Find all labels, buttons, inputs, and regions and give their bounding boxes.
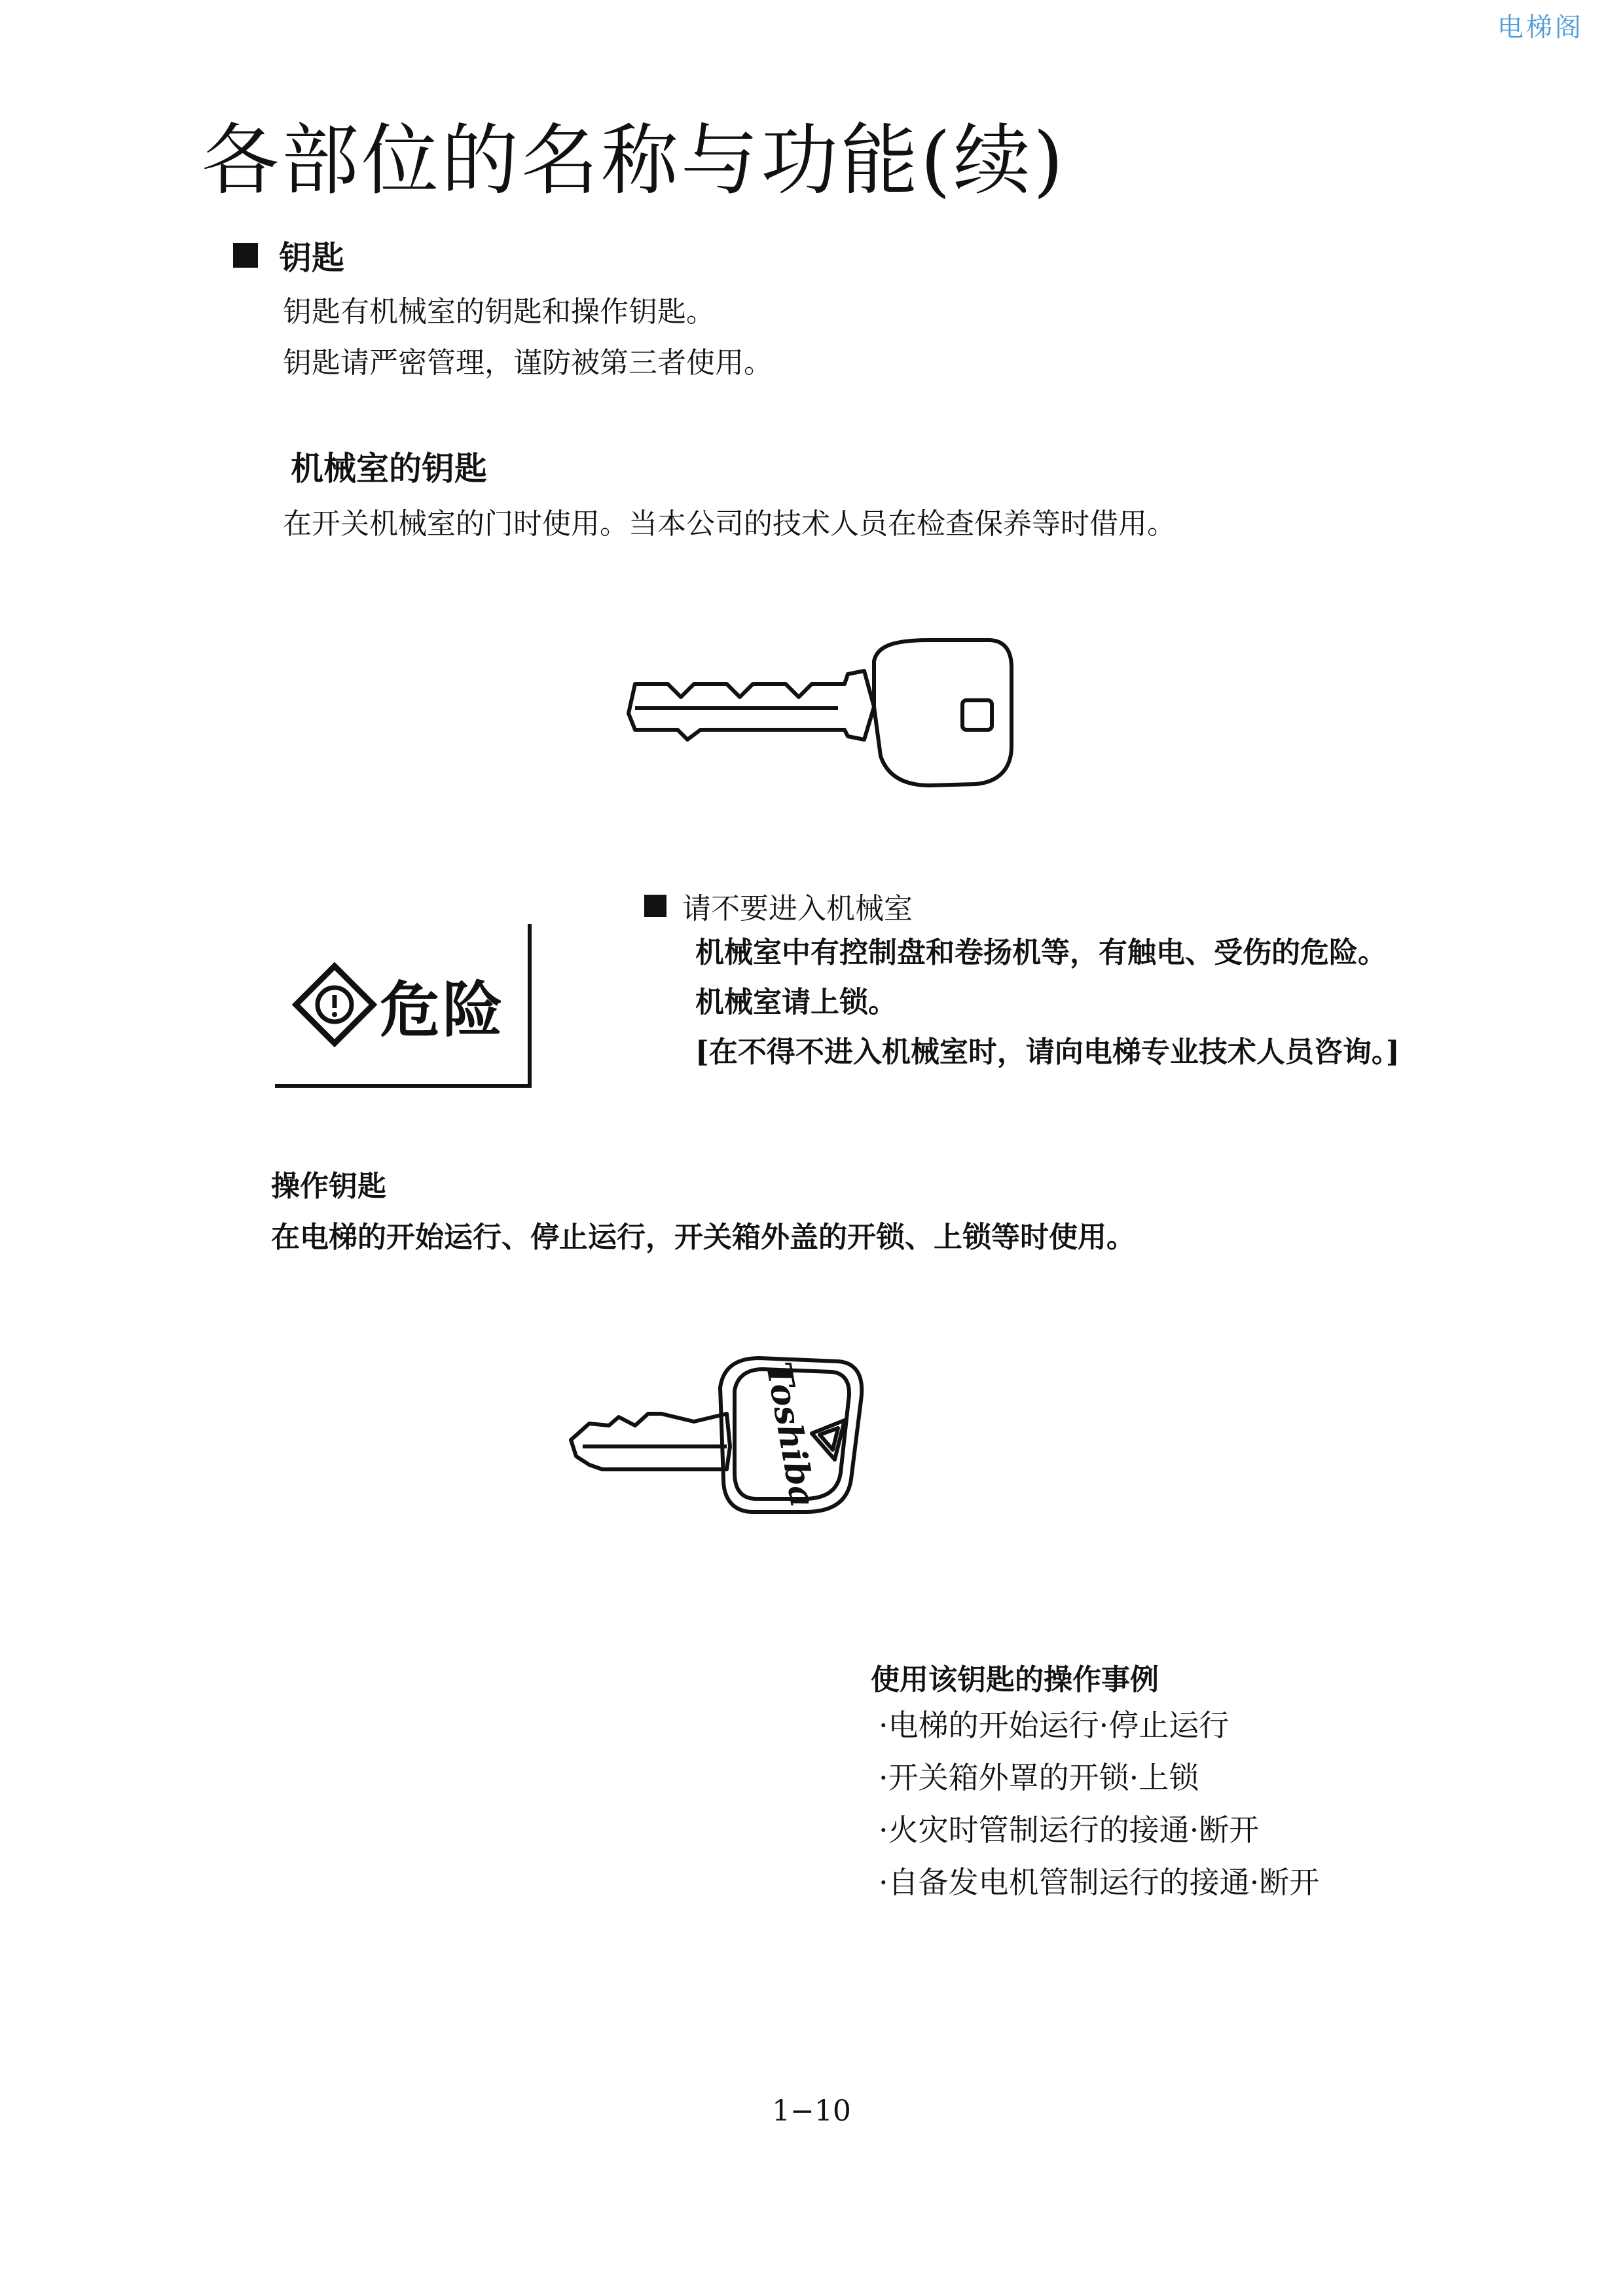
examples-item: ·火灾时管制运行的接通·断开 bbox=[879, 1812, 1260, 1848]
danger-text bbox=[695, 928, 1400, 1077]
key-section-line: 钥匙请严密管理，谨防被第三者使用。 bbox=[283, 346, 773, 380]
danger-heading-text: 请不要进入机械室 bbox=[682, 892, 913, 925]
square-bullet-icon bbox=[644, 895, 666, 917]
square-bullet-icon bbox=[233, 243, 258, 268]
watermark: 电梯阁 bbox=[1497, 12, 1584, 43]
key-section-heading bbox=[233, 232, 344, 279]
danger-divider-vertical bbox=[528, 924, 532, 1088]
operation-key-brand: Toshiba bbox=[757, 1359, 823, 1511]
danger-line: 机械室中有控制盘和卷扬机等，有触电、受伤的危险。 bbox=[695, 936, 1387, 969]
operation-key-icon bbox=[563, 1348, 871, 1525]
machine-room-key-icon bbox=[622, 635, 1015, 792]
examples-title: 使用该钥匙的操作事例 bbox=[871, 1663, 1159, 1696]
danger-line: [在不得不进入机械室时，请向电梯专业技术人员咨询。] bbox=[695, 1035, 1400, 1069]
operation-key-heading: 操作钥匙 bbox=[271, 1170, 386, 1203]
operation-key-text: 在电梯的开始运行、停止运行，开关箱外盖的开锁、上锁等时使用。 bbox=[271, 1221, 1135, 1254]
key-section-heading-text: 钥匙 bbox=[279, 238, 344, 277]
danger-line: 机械室请上锁。 bbox=[695, 986, 897, 1019]
key-section-line: 钥匙有机械室的钥匙和操作钥匙。 bbox=[283, 295, 715, 329]
danger-heading bbox=[644, 885, 913, 927]
key-section-text bbox=[283, 287, 773, 389]
page-title: 各部位的名称与功能(续) bbox=[202, 115, 1067, 206]
danger-divider-horizontal bbox=[275, 1084, 532, 1088]
examples-item: ·自备发电机管制运行的接通·断开 bbox=[879, 1865, 1320, 1900]
machine-room-key-heading: 机械室的钥匙 bbox=[291, 449, 487, 488]
page-number: 1−10 bbox=[772, 2094, 851, 2128]
danger-label: 危险 bbox=[380, 975, 506, 1045]
examples-item: ·电梯的开始运行·停止运行 bbox=[879, 1708, 1230, 1743]
danger-box bbox=[275, 924, 532, 1088]
machine-room-key-text: 在开关机械室的门时使用。当本公司的技术人员在检查保养等时借用。 bbox=[283, 507, 1176, 541]
examples-list bbox=[879, 1699, 1319, 1909]
warning-diamond-icon bbox=[292, 962, 377, 1047]
examples-item: ·开关箱外罩的开锁·上锁 bbox=[879, 1760, 1199, 1795]
